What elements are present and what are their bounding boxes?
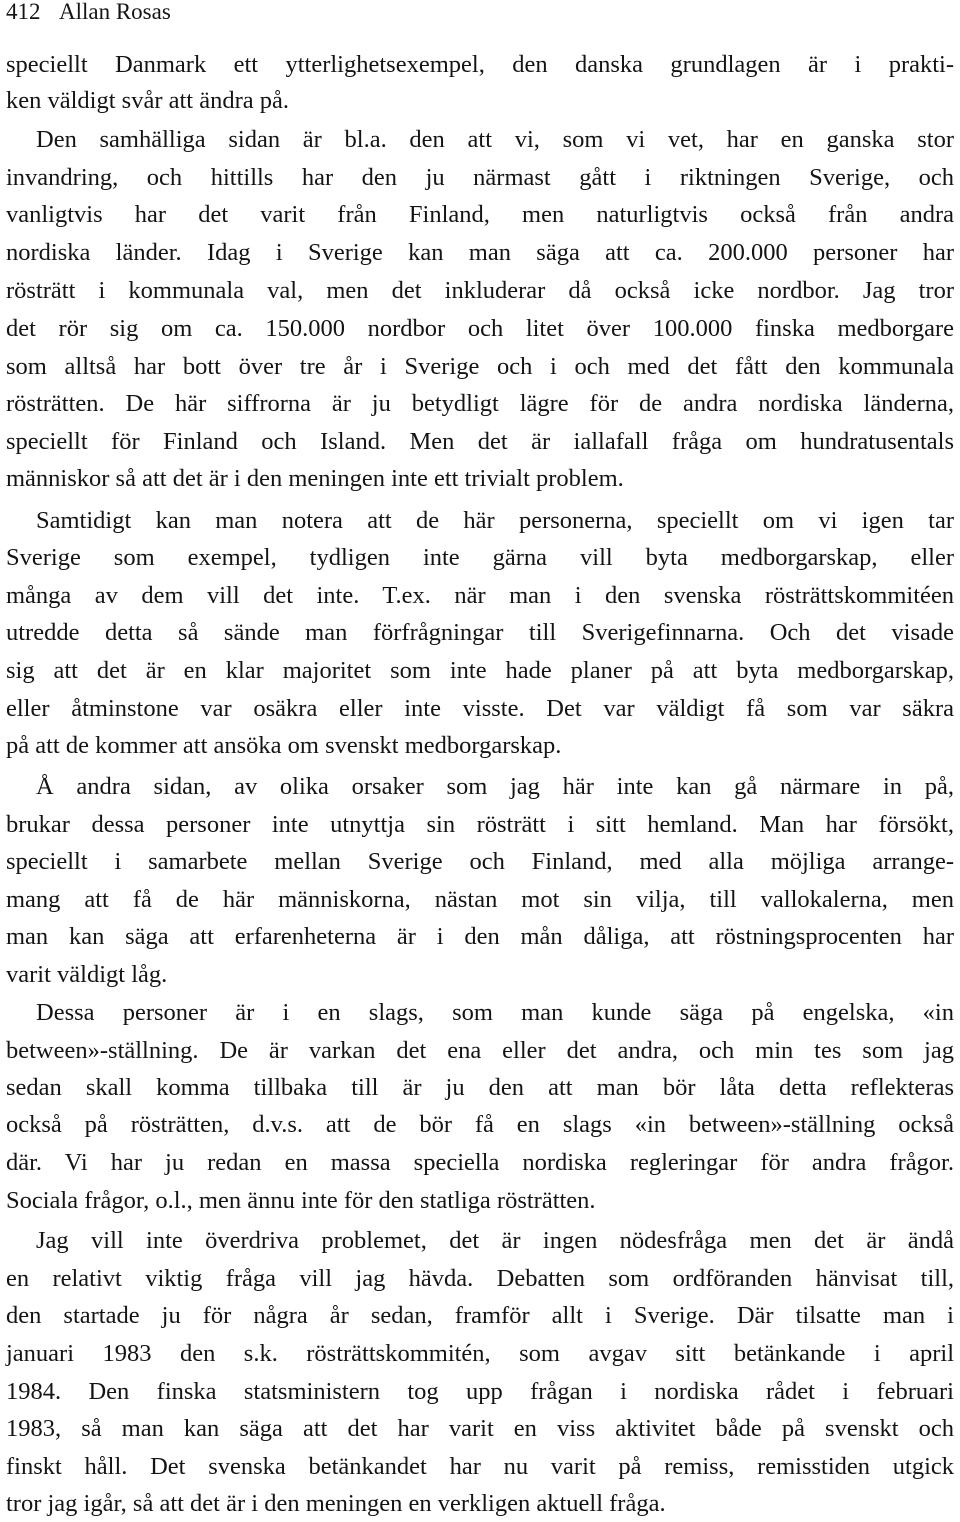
text-line: Sociala frågor, o.l., men ännu inte för den statliga rösträtten. [6, 1187, 596, 1214]
text-line: speciellt för Finland och Island. Men det är iallafall fråga om hundratusentals [6, 428, 954, 455]
text-line: där. Vi har ju redan en massa speciella nordiska regleringar för andra frågor. [6, 1149, 954, 1176]
text-line: man kan säga att erfarenheterna är i den mån dåliga, att röstningsprocenten har [6, 923, 954, 950]
text-line: sedan skall komma tillbaka till är ju den att man bör låta detta reflekteras [6, 1074, 954, 1101]
text-line: på att de kommer att ansöka om svenskt medborgarskap. [6, 732, 562, 759]
text-line: också på rösträtten, d.v.s. att de bör få en slags «in between»-ställning också [6, 1111, 954, 1138]
text-line: som alltså har bott över tre år i Sverige och i och med det fått den kommunala [6, 353, 954, 380]
text-line: Den samhälliga sidan är bl.a. den att vi, som vi vet, har en ganska stor [36, 126, 954, 153]
text-line: utredde detta så sände man förfrågningar till Sverigefinnarna. Och det visade [6, 619, 954, 646]
text-line: between»-ställning. De är varkan det ena eller det andra, och min tes som jag [6, 1037, 954, 1064]
text-line: speciellt Danmark ett ytterlighetsexempel, den danska grundlagen är i prakti- [6, 51, 954, 78]
text-line: Jag vill inte överdriva problemet, det är ingen nödesfråga men det är ändå [36, 1227, 954, 1254]
text-line: människor så att det är i den meningen inte ett trivialt problem. [6, 465, 624, 492]
text-line: finskt håll. Det svenska betänkandet har nu varit på remiss, remisstiden utgick [6, 1453, 954, 1480]
text-line: den startade ju för några år sedan, framför allt i Sverige. Där tilsatte man i [6, 1302, 954, 1329]
text-line: varit väldigt låg. [6, 961, 168, 988]
text-line: 1983, så man kan säga att det har varit en viss aktivitet både på svenskt och [6, 1415, 954, 1442]
text-line: rösträtten. De här siffrorna är ju betydligt lägre för de andra nordiska länderna, [6, 390, 954, 417]
page-number: 412 [6, 0, 41, 24]
text-line: 1984. Den finska statsministern tog upp frågan i nordiska rådet i februari [6, 1378, 954, 1405]
text-line: tror jag igår, så att det är i den meningen en verkligen aktuell fråga. [6, 1490, 666, 1517]
text-line: rösträtt i kommunala val, men det inkluderar då också icke nordbor. Jag tror [6, 277, 954, 304]
text-line: speciellt i samarbete mellan Sverige och Finland, med alla möjliga arrange- [6, 848, 954, 875]
text-line: sig att det är en klar majoritet som inte hade planer på att byta medborgarskap, [6, 657, 954, 684]
text-line: ken väldigt svår att ändra på. [6, 87, 290, 114]
text-line: många av dem vill det inte. T.ex. när man i den svenska rösträttskommitéen [6, 582, 954, 609]
text-line: mang att få de här människorna, nästan mot sin vilja, till vallokalerna, men [6, 886, 954, 913]
text-line: brukar dessa personer inte utnyttja sin rösträtt i sitt hemland. Man har försökt, [6, 811, 954, 838]
text-line: eller åtminstone var osäkra eller inte visste. Det var väldigt få som var säkra [6, 695, 954, 722]
text-line: det rör sig om ca. 150.000 nordbor och litet över 100.000 finska medborgare [6, 315, 954, 342]
text-line: januari 1983 den s.k. rösträttskommitén, som avgav sitt betänkande i april [6, 1340, 954, 1367]
text-line: vanligtvis har det varit från Finland, men naturligtvis också från andra [6, 201, 954, 228]
text-line: invandring, och hittills har den ju närmast gått i riktningen Sverige, och [6, 164, 954, 191]
text-line: Samtidigt kan man notera att de här personerna, speciellt om vi igen tar [36, 507, 954, 534]
text-line: Å andra sidan, av olika orsaker som jag här inte kan gå närmare in på, [36, 773, 954, 800]
running-head [6, 0, 171, 28]
text-line: nordiska länder. Idag i Sverige kan man säga att ca. 200.000 personer har [6, 239, 954, 266]
running-head-author: Allan Rosas [58, 0, 171, 24]
text-line: Sverige som exempel, tydligen inte gärna vill byta medborgarskap, eller [6, 544, 954, 571]
text-line: Dessa personer är i en slags, som man kunde säga på engelska, «in [36, 999, 954, 1026]
text-line: en relativt viktig fråga vill jag hävda. Debatten som ordföranden hänvisat till, [6, 1265, 954, 1292]
